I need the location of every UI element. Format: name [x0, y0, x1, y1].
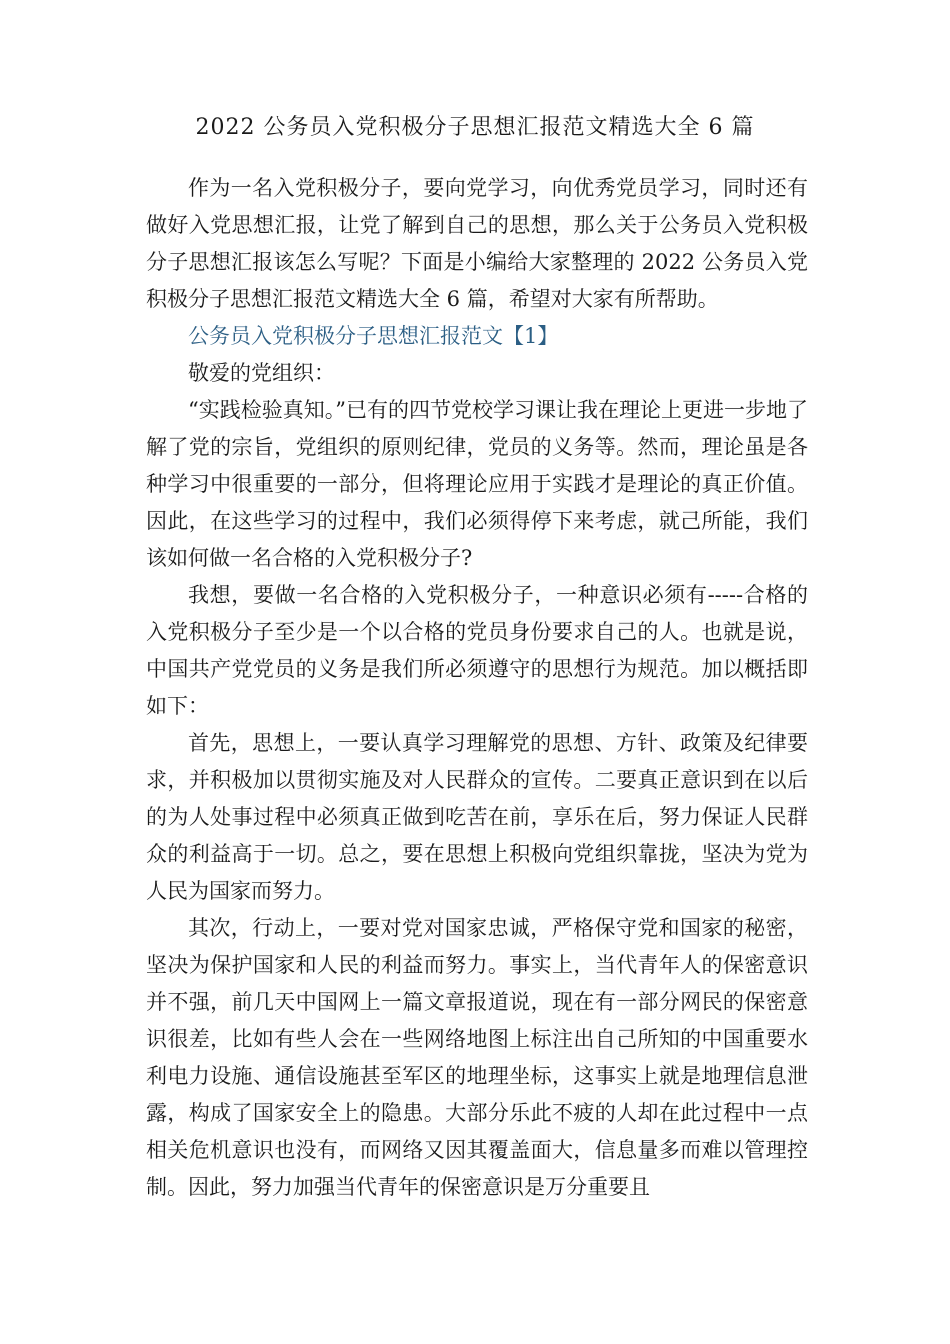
- body-paragraph: 首先，思想上，一要认真学习理解党的思想、方针、政策及纪律要求，并积极加以贯彻实施及对人民群众的宣传。二要真正意识到在以后的为人处事过程中必须真正做到吃苦在前，享乐在后，努力保证人民群众的利益高于一切。总之，要在思想上积极向党组织靠拢，坚决为党为人民为国家而努力。: [146, 731, 808, 903]
- document-body: [146, 170, 808, 1206]
- document-title: 2022 公务员入党积极分子思想汇报范文精选大全 6 篇: [195, 115, 755, 140]
- salutation: 敬爱的党组织：: [188, 361, 335, 385]
- section-heading: 公务员入党积极分子思想汇报范文【1】: [188, 324, 559, 348]
- intro-paragraph: 作为一名入党积极分子，要向党学习，向优秀党员学习，同时还有做好入党思想汇报，让党了解到自己的思想，那么关于公务员入党积极分子思想汇报该怎么写呢？下面是小编给大家整理的 2022 公务员入党积极分子思想汇报范文精选大全 6 篇，希望对大家有所帮助。: [146, 176, 808, 311]
- body-paragraph: 其次，行动上，一要对党对国家忠诚，严格保守党和国家的秘密，坚决为保护国家和人民的利益而努力。事实上，当代青年人的保密意识并不强，前几天中国网上一篇文章报道说，现在有一部分网民的保密意识很差，比如有些人会在一些网络地图上标注出自己所知的中国重要水利电力设施、通信设施甚至军区的地理坐标，这事实上就是地理信息泄露，构成了国家安全上的隐患。大部分乐此不疲的人却在此过程中一点相关危机意识也没有，而网络又因其覆盖面大，信息量多而难以管理控制。因此，努力加强当代青年的保密意识是万分重要且: [146, 916, 808, 1199]
- body-paragraph: “实践检验真知。”已有的四节党校学习课让我在理论上更进一步地了解了党的宗旨，党组织的原则纪律，党员的义务等。然而，理论虽是各种学习中很重要的一部分，但将理论应用于实践才是理论的真正价值。因此，在这些学习的过程中，我们必须得停下来考虑，就己所能，我们该如何做一名合格的入党积极分子?: [146, 398, 808, 570]
- body-paragraph: 我想，要做一名合格的入党积极分子，一种意识必须有-----合格的入党积极分子至少是一个以合格的党员身份要求自己的人。也就是说，中国共产党党员的义务是我们所必须遵守的思想行为规范。加以概括即如下：: [146, 583, 808, 718]
